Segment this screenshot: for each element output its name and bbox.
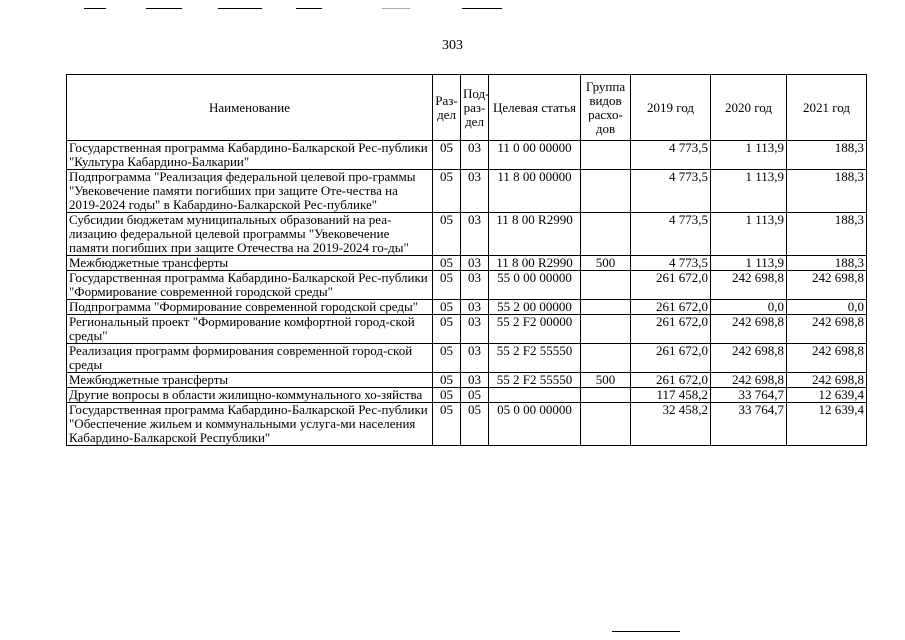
table-row <box>67 141 867 170</box>
table-row <box>67 213 867 256</box>
row-group <box>581 141 631 170</box>
row-2020: 1 113,9 <box>711 213 787 256</box>
row-name: Подпрограмма "Формирование современной городской среды" <box>67 300 433 315</box>
row-2019: 261 672,0 <box>631 344 711 373</box>
row-razdel: 05 <box>433 141 461 170</box>
row-2020: 1 113,9 <box>711 256 787 271</box>
row-target: 55 2 00 00000 <box>489 300 581 315</box>
row-2021: 12 639,4 <box>787 403 867 446</box>
row-target: 11 8 00 00000 <box>489 170 581 213</box>
row-2019: 4 773,5 <box>631 213 711 256</box>
row-target <box>489 388 581 403</box>
row-podrazdel: 05 <box>461 388 489 403</box>
row-razdel: 05 <box>433 213 461 256</box>
row-podrazdel: 03 <box>461 170 489 213</box>
row-2019: 4 773,5 <box>631 170 711 213</box>
row-name: Субсидии бюджетам муниципальных образований на реа-лизацию федеральной целевой программы "Увековечение памяти погибших при защите Отечества на 2019-2024 го-ды" <box>67 213 433 256</box>
row-group <box>581 271 631 300</box>
row-2019: 4 773,5 <box>631 141 711 170</box>
budget-table <box>66 74 867 446</box>
row-2021: 242 698,8 <box>787 373 867 388</box>
row-podrazdel: 03 <box>461 344 489 373</box>
table-row <box>67 373 867 388</box>
header-expense-group: Группа видов расхо-дов <box>581 75 631 141</box>
header-name: Наименование <box>67 75 433 141</box>
row-2020: 242 698,8 <box>711 271 787 300</box>
row-target: 11 0 00 00000 <box>489 141 581 170</box>
row-group: 500 <box>581 373 631 388</box>
row-name: Региональный проект "Формирование комфортной город-ской среды" <box>67 315 433 344</box>
row-razdel: 05 <box>433 170 461 213</box>
row-2019: 261 672,0 <box>631 271 711 300</box>
header-target-article: Целевая статья <box>489 75 581 141</box>
row-razdel: 05 <box>433 271 461 300</box>
row-2020: 33 764,7 <box>711 403 787 446</box>
row-2020: 0,0 <box>711 300 787 315</box>
header-podrazdel: Под-раз-дел <box>461 75 489 141</box>
row-2021: 188,3 <box>787 170 867 213</box>
row-2021: 242 698,8 <box>787 344 867 373</box>
row-razdel: 05 <box>433 388 461 403</box>
bottom-divider <box>612 631 680 632</box>
row-group <box>581 213 631 256</box>
row-name: Межбюджетные трансферты <box>67 256 433 271</box>
row-name: Другие вопросы в области жилищно-коммунального хо-зяйства <box>67 388 433 403</box>
row-2019: 117 458,2 <box>631 388 711 403</box>
table-row <box>67 170 867 213</box>
row-target: 55 0 00 00000 <box>489 271 581 300</box>
header-2020: 2020 год <box>711 75 787 141</box>
table-row <box>67 300 867 315</box>
row-2019: 261 672,0 <box>631 373 711 388</box>
row-name: Государственная программа Кабардино-Балкарской Рес-публики "Культура Кабардино-Балкарии" <box>67 141 433 170</box>
row-2021: 188,3 <box>787 141 867 170</box>
row-target: 11 8 00 R2990 <box>489 213 581 256</box>
row-razdel: 05 <box>433 256 461 271</box>
row-group <box>581 170 631 213</box>
row-razdel: 05 <box>433 373 461 388</box>
row-name: Государственная программа Кабардино-Балкарской Рес-публики "Формирование современной городской среды" <box>67 271 433 300</box>
row-2021: 12 639,4 <box>787 388 867 403</box>
row-group: 500 <box>581 256 631 271</box>
row-group <box>581 403 631 446</box>
header-2021: 2021 год <box>787 75 867 141</box>
row-razdel: 05 <box>433 315 461 344</box>
header-2019: 2019 год <box>631 75 711 141</box>
page-number: 303 <box>442 38 463 53</box>
row-2021: 242 698,8 <box>787 315 867 344</box>
row-2019: 4 773,5 <box>631 256 711 271</box>
row-2020: 1 113,9 <box>711 141 787 170</box>
table-row <box>67 315 867 344</box>
row-2020: 242 698,8 <box>711 373 787 388</box>
row-2019: 32 458,2 <box>631 403 711 446</box>
row-2019: 261 672,0 <box>631 315 711 344</box>
table-header-row <box>67 75 867 141</box>
top-cropped-marks <box>0 0 905 12</box>
row-2021: 242 698,8 <box>787 271 867 300</box>
row-group <box>581 388 631 403</box>
table-row <box>67 256 867 271</box>
row-name: Реализация программ формирования современной город-ской среды <box>67 344 433 373</box>
row-razdel: 05 <box>433 344 461 373</box>
row-podrazdel: 03 <box>461 300 489 315</box>
row-podrazdel: 03 <box>461 213 489 256</box>
row-2020: 242 698,8 <box>711 344 787 373</box>
row-target: 55 2 F2 55550 <box>489 373 581 388</box>
row-podrazdel: 03 <box>461 315 489 344</box>
table-row <box>67 344 867 373</box>
row-target: 55 2 F2 55550 <box>489 344 581 373</box>
table-row <box>67 403 867 446</box>
row-podrazdel: 03 <box>461 141 489 170</box>
row-podrazdel: 05 <box>461 403 489 446</box>
row-name: Межбюджетные трансферты <box>67 373 433 388</box>
header-razdel: Раз-дел <box>433 75 461 141</box>
row-target: 55 2 F2 00000 <box>489 315 581 344</box>
row-target: 05 0 00 00000 <box>489 403 581 446</box>
row-2019: 261 672,0 <box>631 300 711 315</box>
row-2020: 1 113,9 <box>711 170 787 213</box>
table-row <box>67 271 867 300</box>
row-2021: 0,0 <box>787 300 867 315</box>
row-2020: 33 764,7 <box>711 388 787 403</box>
row-razdel: 05 <box>433 300 461 315</box>
row-podrazdel: 03 <box>461 373 489 388</box>
row-target: 11 8 00 R2990 <box>489 256 581 271</box>
row-podrazdel: 03 <box>461 271 489 300</box>
row-razdel: 05 <box>433 403 461 446</box>
table-row <box>67 388 867 403</box>
row-group <box>581 300 631 315</box>
row-2021: 188,3 <box>787 213 867 256</box>
row-group <box>581 344 631 373</box>
row-name: Подпрограмма "Реализация федеральной целевой про-граммы "Увековечение памяти погибших при защите Оте-чества на 2019-2024 годы" в Кабардино-Балкарской Рес-публике" <box>67 170 433 213</box>
row-name: Государственная программа Кабардино-Балкарской Рес-публики "Обеспечение жильем и коммунальными услуга-ми населения Кабардино-Балкарской Республики" <box>67 403 433 446</box>
row-group <box>581 315 631 344</box>
row-2021: 188,3 <box>787 256 867 271</box>
row-podrazdel: 03 <box>461 256 489 271</box>
row-2020: 242 698,8 <box>711 315 787 344</box>
